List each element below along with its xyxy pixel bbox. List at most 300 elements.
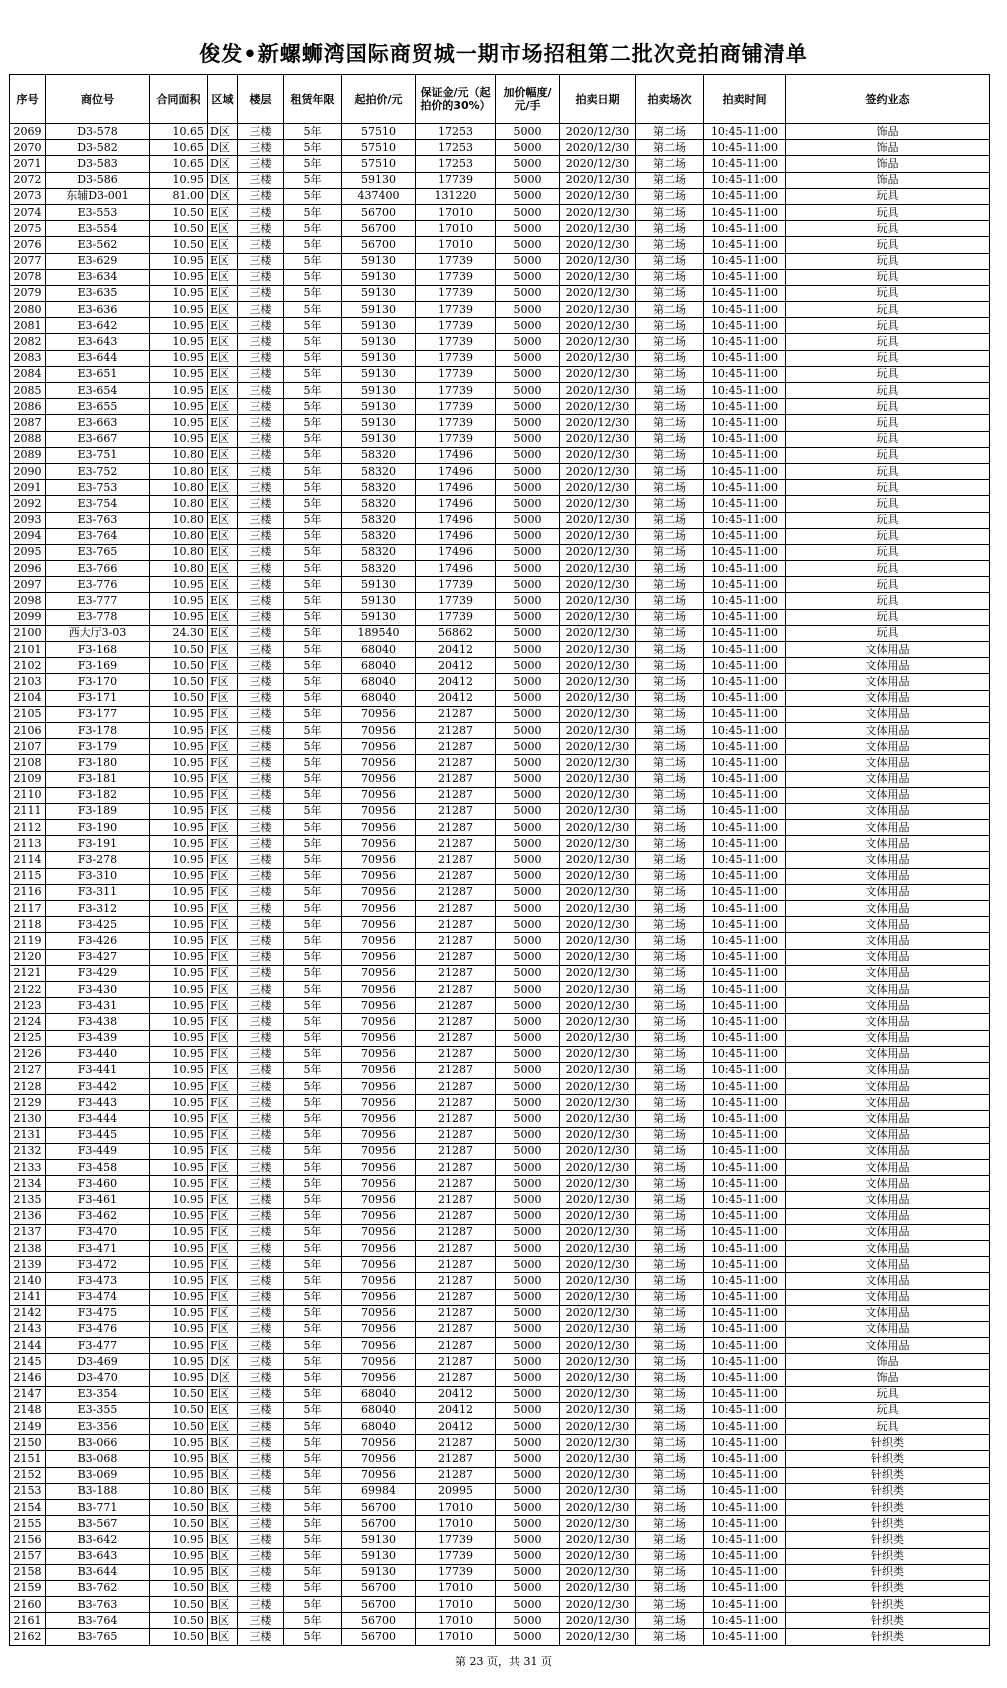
table-cell: F区 (208, 755, 238, 771)
table-row (10, 1111, 990, 1127)
table-cell: 5年 (284, 528, 342, 544)
table-cell: 20412 (416, 658, 496, 674)
table-cell: 文体用品 (786, 755, 990, 771)
table-cell: 三楼 (238, 334, 284, 350)
table-cell: 2097 (10, 577, 46, 593)
table-cell: 5年 (284, 1062, 342, 1078)
table-cell: 文体用品 (786, 884, 990, 900)
table-row (10, 1127, 990, 1143)
table-cell: 三楼 (238, 771, 284, 787)
table-cell: 5年 (284, 269, 342, 285)
table-cell: 10.95 (150, 1548, 208, 1564)
table-cell: 17739 (416, 577, 496, 593)
table-cell: 2020/12/30 (560, 480, 636, 496)
table-cell: 10.95 (150, 868, 208, 884)
table-cell: 10:45-11:00 (704, 528, 786, 544)
table-cell: 5年 (284, 1580, 342, 1596)
table-cell: 10:45-11:00 (704, 949, 786, 965)
table-cell: 10:45-11:00 (704, 1597, 786, 1613)
table-cell: 70956 (342, 1224, 416, 1240)
table-row (10, 544, 990, 560)
table-cell: 10:45-11:00 (704, 1224, 786, 1240)
table-cell: 5000 (496, 868, 560, 884)
table-cell: 68040 (342, 642, 416, 658)
table-cell: 58320 (342, 512, 416, 528)
table-cell: 2105 (10, 706, 46, 722)
table-cell: 70956 (342, 1160, 416, 1176)
table-cell: 10:45-11:00 (704, 237, 786, 253)
table-cell: 第二场 (636, 593, 704, 609)
table-cell: 59130 (342, 1548, 416, 1564)
table-cell: 文体用品 (786, 1224, 990, 1240)
table-cell: 第二场 (636, 544, 704, 560)
table-cell: F3-458 (46, 1160, 150, 1176)
table-cell: 10:45-11:00 (704, 1435, 786, 1451)
table-row (10, 625, 990, 641)
table-cell: 17739 (416, 609, 496, 625)
table-cell: D区 (208, 172, 238, 188)
table-cell: 70956 (342, 1289, 416, 1305)
table-cell: 5年 (284, 1208, 342, 1224)
table-cell: 57510 (342, 124, 416, 140)
table-cell: E区 (208, 431, 238, 447)
table-cell: 饰品 (786, 172, 990, 188)
table-row (10, 124, 990, 140)
table-cell: E3-629 (46, 253, 150, 269)
table-cell: 2020/12/30 (560, 965, 636, 981)
table-cell: 第二场 (636, 1548, 704, 1564)
table-cell: D3-470 (46, 1370, 150, 1386)
table-cell: 2115 (10, 868, 46, 884)
table-cell: 21287 (416, 901, 496, 917)
table-cell: 10:45-11:00 (704, 512, 786, 528)
table-cell: 第二场 (636, 124, 704, 140)
table-cell: 玩具 (786, 366, 990, 382)
table-cell: 17010 (416, 221, 496, 237)
table-cell: 2130 (10, 1111, 46, 1127)
table-cell: 10:45-11:00 (704, 204, 786, 220)
table-cell: 21287 (416, 1208, 496, 1224)
table-cell: 三楼 (238, 399, 284, 415)
table-cell: 玩具 (786, 318, 990, 334)
table-cell: 针织类 (786, 1499, 990, 1515)
table-cell: 10.95 (150, 593, 208, 609)
table-cell: 针织类 (786, 1580, 990, 1596)
table-cell: E区 (208, 528, 238, 544)
table-cell: 10:45-11:00 (704, 1386, 786, 1402)
table-cell: 2020/12/30 (560, 383, 636, 399)
table-cell: B3-642 (46, 1532, 150, 1548)
table-cell: 2118 (10, 917, 46, 933)
table-cell: 5年 (284, 156, 342, 172)
table-cell: 玩具 (786, 609, 990, 625)
table-cell: 17739 (416, 350, 496, 366)
table-cell: 10:45-11:00 (704, 561, 786, 577)
table-row (10, 334, 990, 350)
table-cell: 5年 (284, 852, 342, 868)
table-cell: 5000 (496, 1419, 560, 1435)
table-cell: E3-752 (46, 463, 150, 479)
table-cell: 70956 (342, 1127, 416, 1143)
table-cell: 21287 (416, 1127, 496, 1143)
table-cell: 10:45-11:00 (704, 1419, 786, 1435)
table-cell: 2108 (10, 755, 46, 771)
table-cell: 2020/12/30 (560, 625, 636, 641)
table-row (10, 981, 990, 997)
header-cell: 加价幅度/元/手 (496, 75, 560, 124)
table-cell: 20412 (416, 690, 496, 706)
table-cell: 2151 (10, 1451, 46, 1467)
table-cell: 饰品 (786, 1370, 990, 1386)
table-cell: 第二场 (636, 496, 704, 512)
table-cell: 5年 (284, 771, 342, 787)
table-cell: 5000 (496, 415, 560, 431)
table-row (10, 1467, 990, 1483)
table-cell: 10.95 (150, 1305, 208, 1321)
table-cell: 2079 (10, 285, 46, 301)
table-cell: 70956 (342, 1305, 416, 1321)
table-cell: 三楼 (238, 1564, 284, 1580)
table-cell: E3-354 (46, 1386, 150, 1402)
table-cell: 2109 (10, 771, 46, 787)
table-cell: 三楼 (238, 755, 284, 771)
table-cell: 10.80 (150, 1483, 208, 1499)
table-cell: 第二场 (636, 1613, 704, 1629)
table-cell: 10:45-11:00 (704, 884, 786, 900)
table-cell: 2138 (10, 1240, 46, 1256)
table-cell: B区 (208, 1629, 238, 1645)
table-cell: 10.80 (150, 561, 208, 577)
table-cell: 5年 (284, 1046, 342, 1062)
table-cell: 5000 (496, 949, 560, 965)
table-cell: E3-355 (46, 1402, 150, 1418)
table-cell: E区 (208, 512, 238, 528)
table-row (10, 1532, 990, 1548)
table-cell: 2020/12/30 (560, 917, 636, 933)
table-cell: 5000 (496, 901, 560, 917)
table-cell: 10:45-11:00 (704, 1548, 786, 1564)
table-cell: 20412 (416, 1402, 496, 1418)
table-cell: 文体用品 (786, 901, 990, 917)
table-cell: 文体用品 (786, 1289, 990, 1305)
table-cell: 5000 (496, 1629, 560, 1645)
table-cell: 5000 (496, 156, 560, 172)
table-cell: 10.95 (150, 172, 208, 188)
table-cell: 第二场 (636, 577, 704, 593)
table-cell: 5000 (496, 1095, 560, 1111)
table-cell: 10:45-11:00 (704, 1613, 786, 1629)
table-cell: 70956 (342, 1435, 416, 1451)
table-cell: 2085 (10, 383, 46, 399)
table-cell: 文体用品 (786, 1143, 990, 1159)
table-cell: 2020/12/30 (560, 771, 636, 787)
table-cell: 5年 (284, 739, 342, 755)
table-cell: 10:45-11:00 (704, 1111, 786, 1127)
table-cell: 21287 (416, 1111, 496, 1127)
table-cell: 10.95 (150, 771, 208, 787)
table-cell: 第二场 (636, 512, 704, 528)
table-cell: 2145 (10, 1354, 46, 1370)
table-cell: 2020/12/30 (560, 156, 636, 172)
table-cell: 59130 (342, 366, 416, 382)
table-cell: 10.80 (150, 528, 208, 544)
table-cell: 2075 (10, 221, 46, 237)
table-cell: 5年 (284, 253, 342, 269)
table-cell: 5000 (496, 1338, 560, 1354)
table-cell: F3-168 (46, 642, 150, 658)
table-cell: 5年 (284, 318, 342, 334)
table-cell: 玩具 (786, 302, 990, 318)
table-row (10, 415, 990, 431)
table-row (10, 658, 990, 674)
table-cell: 70956 (342, 1062, 416, 1078)
table-cell: 56700 (342, 1499, 416, 1515)
table-cell: 5000 (496, 1273, 560, 1289)
table-cell: 10:45-11:00 (704, 803, 786, 819)
table-cell: 10.95 (150, 269, 208, 285)
table-cell: 2020/12/30 (560, 1192, 636, 1208)
table-cell: 5000 (496, 1127, 560, 1143)
table-cell: 5年 (284, 399, 342, 415)
table-cell: 2020/12/30 (560, 787, 636, 803)
table-cell: 2020/12/30 (560, 1176, 636, 1192)
table-cell: 10.50 (150, 1402, 208, 1418)
table-row (10, 1208, 990, 1224)
table-cell: 5年 (284, 577, 342, 593)
table-cell: 17739 (416, 593, 496, 609)
table-cell: 5年 (284, 204, 342, 220)
table-cell: 56700 (342, 1597, 416, 1613)
table-cell: 2114 (10, 852, 46, 868)
table-cell: 70956 (342, 1338, 416, 1354)
table-cell: 2143 (10, 1321, 46, 1337)
table-cell: 10:45-11:00 (704, 1580, 786, 1596)
table-cell: E3-651 (46, 366, 150, 382)
table-cell: 2098 (10, 593, 46, 609)
table-cell: 5年 (284, 949, 342, 965)
table-row (10, 998, 990, 1014)
table-cell: E3-754 (46, 496, 150, 512)
table-cell: 5000 (496, 140, 560, 156)
table-cell: 第二场 (636, 642, 704, 658)
table-cell: 第二场 (636, 431, 704, 447)
table-cell: 10:45-11:00 (704, 1240, 786, 1256)
table-cell: 21287 (416, 998, 496, 1014)
table-cell: F3-471 (46, 1240, 150, 1256)
table-cell: B区 (208, 1548, 238, 1564)
table-cell: 5000 (496, 1030, 560, 1046)
table-cell: 第二场 (636, 803, 704, 819)
table-cell: 189540 (342, 625, 416, 641)
table-cell: 10:45-11:00 (704, 642, 786, 658)
table-cell: 5000 (496, 722, 560, 738)
table-row (10, 1597, 990, 1613)
table-cell: 17739 (416, 431, 496, 447)
table-cell: 17253 (416, 124, 496, 140)
table-cell: E区 (208, 221, 238, 237)
table-cell: 2071 (10, 156, 46, 172)
table-cell: 2020/12/30 (560, 884, 636, 900)
table-cell: 10:45-11:00 (704, 787, 786, 803)
table-cell: 10:45-11:00 (704, 1370, 786, 1386)
table-cell: 第二场 (636, 350, 704, 366)
table-cell: 5年 (284, 221, 342, 237)
header-cell: 拍卖时间 (704, 75, 786, 124)
table-cell: 2093 (10, 512, 46, 528)
table-cell: 第二场 (636, 868, 704, 884)
table-cell: 10.95 (150, 334, 208, 350)
table-cell: 5年 (284, 1273, 342, 1289)
table-cell: 21287 (416, 1321, 496, 1337)
table-cell: 2107 (10, 739, 46, 755)
table-cell: 5000 (496, 1079, 560, 1095)
table-cell: F区 (208, 1208, 238, 1224)
table-cell: 5000 (496, 658, 560, 674)
table-cell: 10:45-11:00 (704, 1483, 786, 1499)
table-cell: 2094 (10, 528, 46, 544)
table-cell: F3-473 (46, 1273, 150, 1289)
table-cell: 5年 (284, 1548, 342, 1564)
table-cell: 三楼 (238, 124, 284, 140)
table-cell: 5年 (284, 836, 342, 852)
table-cell: 10.95 (150, 577, 208, 593)
table-cell: E区 (208, 366, 238, 382)
table-cell: 5000 (496, 285, 560, 301)
table-cell: 10:45-11:00 (704, 285, 786, 301)
table-cell: 2162 (10, 1629, 46, 1645)
table-cell: 10:45-11:00 (704, 124, 786, 140)
table-cell: 10:45-11:00 (704, 1402, 786, 1418)
table-cell: 2116 (10, 884, 46, 900)
table-cell: E区 (208, 383, 238, 399)
table-cell: 文体用品 (786, 836, 990, 852)
table-cell: F区 (208, 820, 238, 836)
table-cell: F区 (208, 1176, 238, 1192)
table-cell: 10:45-11:00 (704, 901, 786, 917)
table-cell: 10.95 (150, 998, 208, 1014)
table-cell: 5000 (496, 787, 560, 803)
table-cell: 5年 (284, 512, 342, 528)
table-row (10, 642, 990, 658)
table-cell: 第二场 (636, 561, 704, 577)
table-cell: F区 (208, 1046, 238, 1062)
table-cell: 17496 (416, 463, 496, 479)
table-cell: F3-180 (46, 755, 150, 771)
table-cell: 10:45-11:00 (704, 156, 786, 172)
table-cell: 2160 (10, 1597, 46, 1613)
table-row (10, 1629, 990, 1645)
table-row (10, 302, 990, 318)
table-cell: 5000 (496, 204, 560, 220)
table-cell: 2020/12/30 (560, 1613, 636, 1629)
table-cell: 21287 (416, 1160, 496, 1176)
table-cell: 2020/12/30 (560, 447, 636, 463)
table-cell: 10.80 (150, 544, 208, 560)
table-cell: 文体用品 (786, 787, 990, 803)
table-cell: 17253 (416, 140, 496, 156)
table-cell: 三楼 (238, 1273, 284, 1289)
table-cell: 2020/12/30 (560, 1224, 636, 1240)
table-cell: 玩具 (786, 593, 990, 609)
table-cell: 5年 (284, 722, 342, 738)
table-cell: 5000 (496, 1014, 560, 1030)
table-cell: 2020/12/30 (560, 1386, 636, 1402)
table-cell: 10:45-11:00 (704, 755, 786, 771)
table-cell: 10.65 (150, 124, 208, 140)
table-cell: 24.30 (150, 625, 208, 641)
table-cell: E3-778 (46, 609, 150, 625)
table-cell: 第二场 (636, 1095, 704, 1111)
table-row (10, 285, 990, 301)
table-cell: 10.95 (150, 1224, 208, 1240)
table-cell: 三楼 (238, 528, 284, 544)
table-cell: 5年 (284, 350, 342, 366)
table-cell: 5年 (284, 1386, 342, 1402)
table-cell: E区 (208, 1419, 238, 1435)
table-cell: 70956 (342, 722, 416, 738)
table-cell: 第二场 (636, 820, 704, 836)
table-cell: 10:45-11:00 (704, 318, 786, 334)
table-cell: 21287 (416, 965, 496, 981)
table-cell: 5年 (284, 140, 342, 156)
table-cell: 10.95 (150, 949, 208, 965)
table-cell: F区 (208, 1273, 238, 1289)
table-cell: 2020/12/30 (560, 1580, 636, 1596)
table-cell: F3-425 (46, 917, 150, 933)
table-cell: 56700 (342, 237, 416, 253)
table-cell: 2020/12/30 (560, 1499, 636, 1515)
table-cell: 5000 (496, 1111, 560, 1127)
table-cell: 17739 (416, 366, 496, 382)
table-row (10, 1499, 990, 1515)
table-cell: 10.95 (150, 318, 208, 334)
table-cell: B区 (208, 1516, 238, 1532)
table-cell: 59130 (342, 334, 416, 350)
table-cell: 10.95 (150, 383, 208, 399)
table-cell: 10:45-11:00 (704, 1160, 786, 1176)
table-cell: 第二场 (636, 399, 704, 415)
table-cell: F区 (208, 1224, 238, 1240)
table-row (10, 496, 990, 512)
table-cell: 5000 (496, 1597, 560, 1613)
table-cell: 17010 (416, 1580, 496, 1596)
table-cell: F3-429 (46, 965, 150, 981)
table-cell: 10.50 (150, 674, 208, 690)
table-cell: 10:45-11:00 (704, 1079, 786, 1095)
table-cell: 5000 (496, 690, 560, 706)
table-cell: F区 (208, 1127, 238, 1143)
table-cell: 第二场 (636, 787, 704, 803)
table-cell: 玩具 (786, 1386, 990, 1402)
table-cell: 第二场 (636, 1289, 704, 1305)
table-cell: 玩具 (786, 204, 990, 220)
table-cell: 2020/12/30 (560, 998, 636, 1014)
table-cell: B区 (208, 1580, 238, 1596)
table-cell: 2020/12/30 (560, 739, 636, 755)
table-cell: 2122 (10, 981, 46, 997)
table-cell: 69984 (342, 1483, 416, 1499)
table-cell: 10:45-11:00 (704, 1499, 786, 1515)
table-row (10, 1580, 990, 1596)
table-cell: 10:45-11:00 (704, 1046, 786, 1062)
table-cell: 2113 (10, 836, 46, 852)
table-cell: 2020/12/30 (560, 933, 636, 949)
table-cell: 针织类 (786, 1597, 990, 1613)
table-cell: 第二场 (636, 1176, 704, 1192)
table-cell: F3-427 (46, 949, 150, 965)
table-cell: F区 (208, 690, 238, 706)
table-cell: 10.50 (150, 1580, 208, 1596)
